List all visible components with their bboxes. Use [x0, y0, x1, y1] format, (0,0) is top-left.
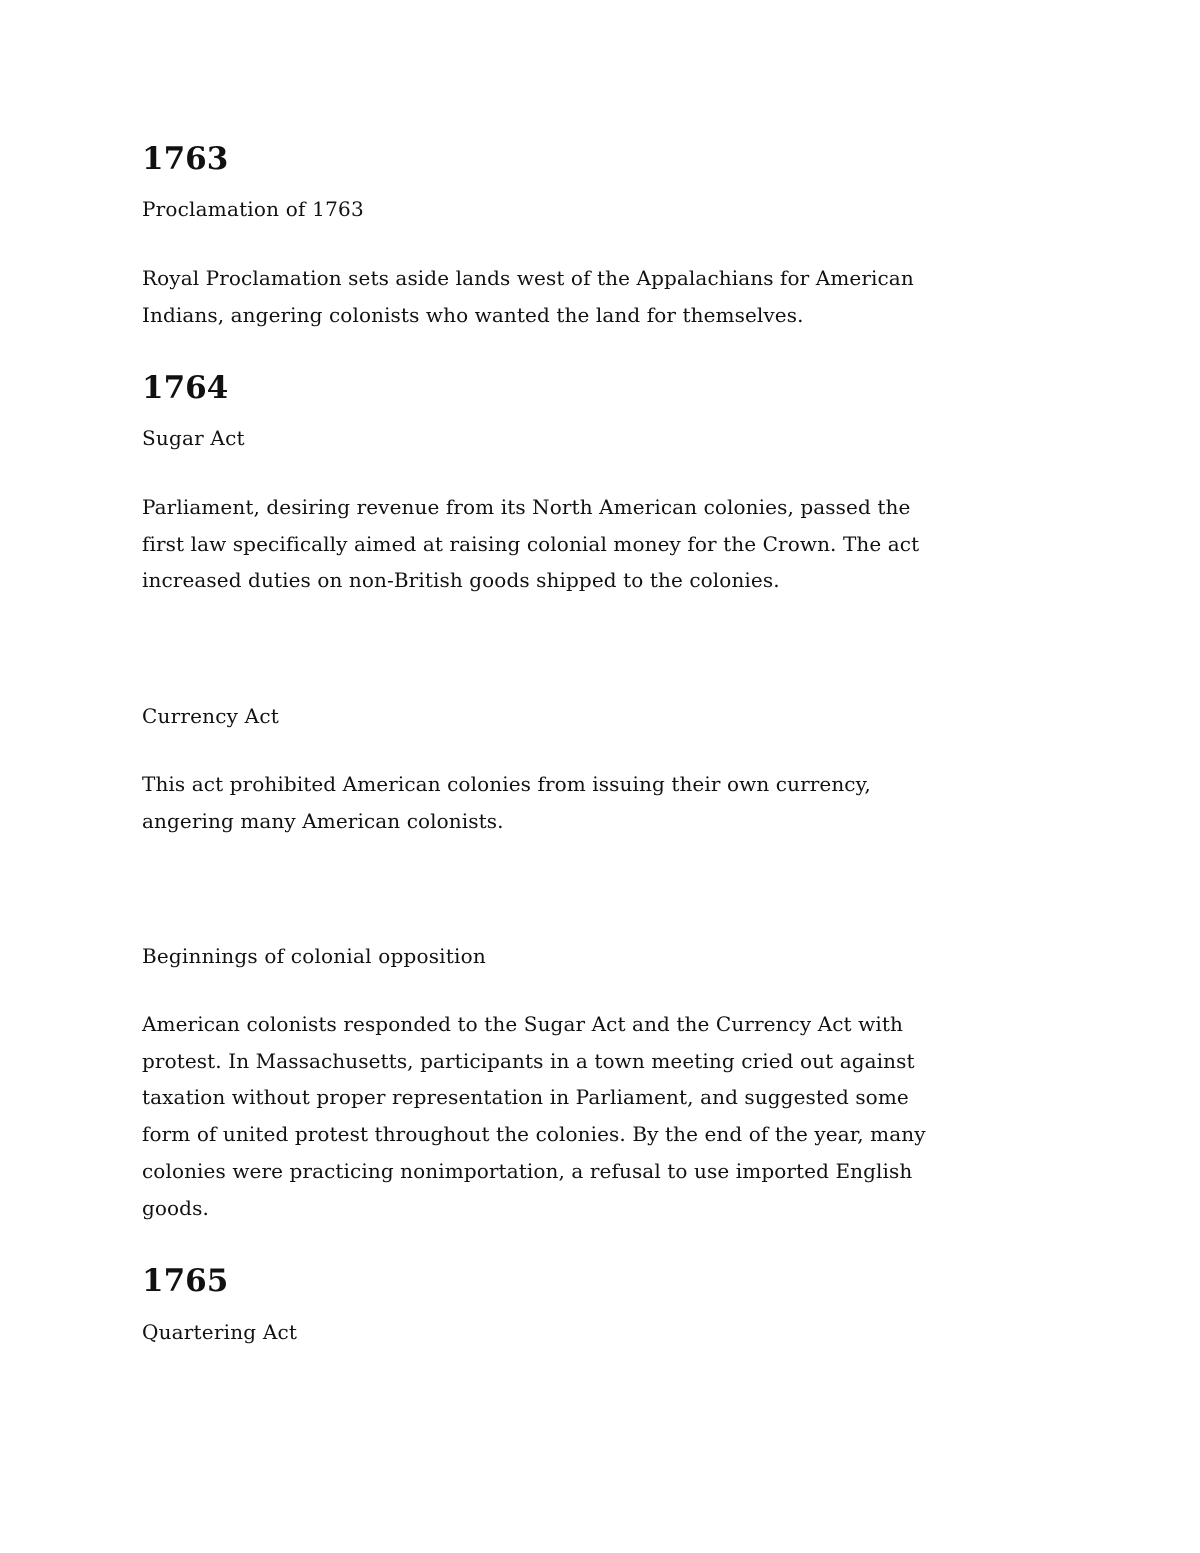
body-line: Indians, angering colonists who wanted the land for themselves. [142, 302, 804, 327]
entry-title-sugar-act: Sugar Act [142, 426, 245, 450]
body-line: This act prohibited American colonies from issuing their own currency, [142, 772, 871, 796]
body-line: taxation without proper representation in Parliament, and suggested some [142, 1085, 909, 1110]
body-line: first law specifically aimed at raising colonial money for the Crown. The act [142, 531, 920, 556]
body-line: goods. [142, 1195, 209, 1220]
entry-title-quartering-act: Quartering Act [142, 1320, 298, 1344]
body-line: form of united protest throughout the colonies. By the end of the year, many [142, 1122, 926, 1147]
entry-body-sugar-act [142, 489, 1042, 599]
year-heading-1765: 1765 [142, 1263, 229, 1299]
body-line: protest. In Massachusetts, participants in a town meeting cried out against [142, 1048, 915, 1073]
body-line: Parliament, desiring revenue from its North American colonies, passed the [142, 495, 911, 519]
entry-title-proclamation: Proclamation of 1763 [142, 197, 364, 221]
entry-title-currency-act: Currency Act [142, 704, 279, 728]
entry-body-currency-act [142, 766, 1042, 839]
body-line: angering many American colonists. [142, 808, 504, 833]
entry-body-colonial-opposition [142, 1006, 1042, 1226]
year-heading-1763: 1763 [142, 141, 229, 177]
body-line: colonies were practicing nonimportation, a refusal to use imported English [142, 1158, 913, 1183]
entry-body-proclamation [142, 260, 1042, 333]
body-line: increased duties on non-British goods shipped to the colonies. [142, 568, 780, 593]
body-line: American colonists responded to the Sugar Act and the Currency Act with [142, 1012, 903, 1036]
year-heading-1764: 1764 [142, 370, 229, 406]
body-line: Royal Proclamation sets aside lands west of the Appalachians for American [142, 266, 914, 290]
entry-title-colonial-opposition: Beginnings of colonial opposition [142, 944, 486, 968]
